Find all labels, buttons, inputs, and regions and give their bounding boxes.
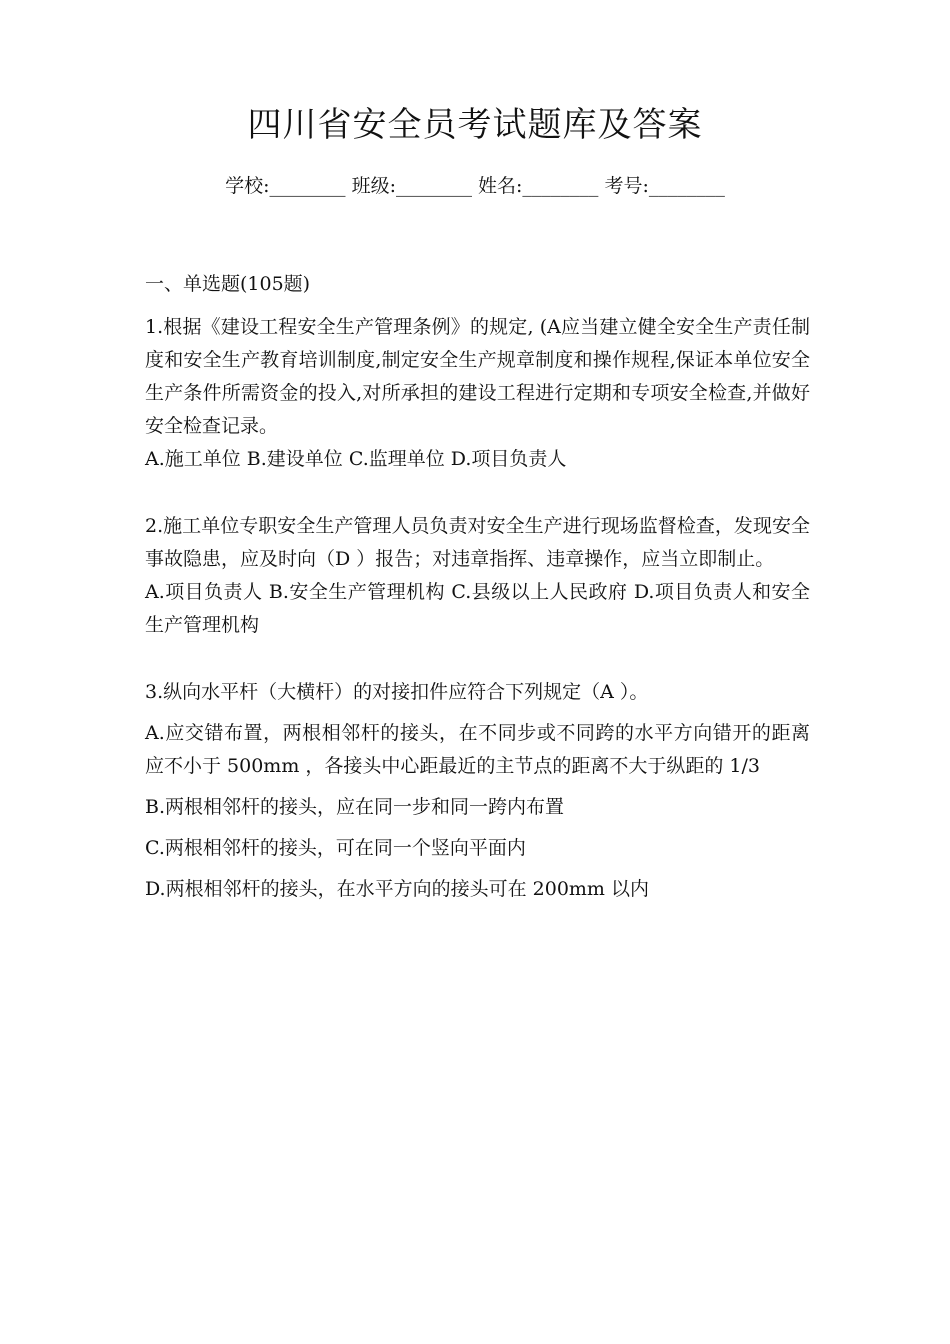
question-2-options: A.项目负责人 B.安全生产管理机构 C.县级以上人民政府 D.项目负责人和安全生产管理机构 <box>145 581 810 636</box>
question-3-option-a: A.应交错布置，两根相邻杆的接头，在不同步或不同跨的水平方向错开的距离应不小于 500mm ，各接头中心距最近的主节点的距离不大于纵距的 1/3 <box>145 722 810 777</box>
spacer <box>145 484 810 510</box>
question-list <box>145 268 810 914</box>
question-1-stem: 1.根据《建设工程安全生产管理条例》的规定, (A应当建立健全安全生产责任制度和安全生产教育培训制度,制定安全生产规章制度和操作规程,保证本单位安全生产条件所需资金的投入,对所承担的建设工程进行定期和专项安全检查,并做好安全检查记录。 <box>145 316 810 437</box>
question-3-option-c: C.两根相邻杆的接头，可在同一个竖向平面内 <box>145 837 526 859</box>
question-3-stem: 3.纵向水平杆（大横杆）的对接扣件应符合下列规定（A ）。 <box>145 681 649 703</box>
question-2-stem: 2.施工单位专职安全生产管理人员负责对安全生产进行现场监督检查，发现安全事故隐患，应及时向（D ）报告；对违章指挥、违章操作，应当立即制止。 <box>145 515 810 570</box>
question-3-option-d: D.两根相邻杆的接头，在水平方向的接头可在 200mm 以内 <box>145 878 649 900</box>
document-title: 四川省安全员考试题库及答案 <box>247 105 703 145</box>
section-heading: 一、单选题(105题) <box>145 273 311 295</box>
question-1-options: A.施工单位 B.建设单位 C.监理单位 D.项目负责人 <box>145 448 567 470</box>
student-info-line: 学校:________ 班级:________ 姓名:________ 考号:________ <box>225 175 725 197</box>
spacer <box>145 650 810 676</box>
question-3-option-b: B.两根相邻杆的接头，应在同一步和同一跨内布置 <box>145 796 565 818</box>
